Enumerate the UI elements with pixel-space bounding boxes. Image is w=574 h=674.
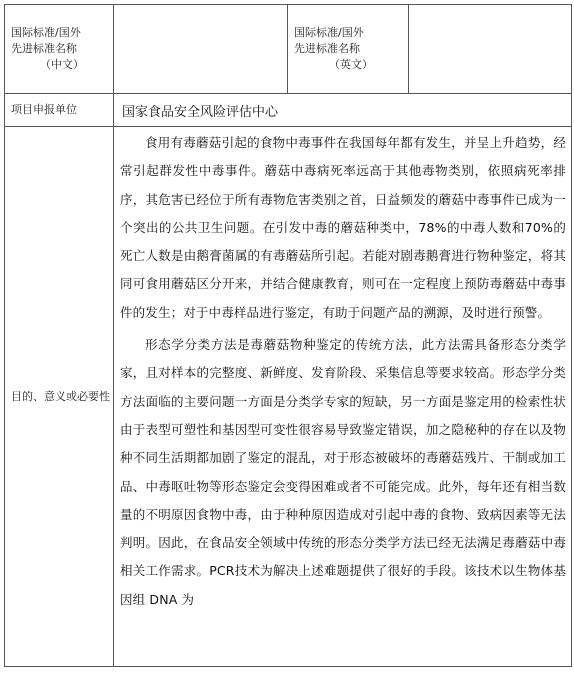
en-name-label-line1: 国际标准/国外 — [294, 26, 364, 39]
purpose-label: 目的、意义或必要性 — [5, 127, 114, 667]
cn-name-label-cell — [5, 5, 114, 94]
en-name-value-cell[interactable] — [409, 5, 572, 94]
purpose-row — [5, 127, 572, 667]
applicant-label: 项目申报单位 — [5, 94, 114, 127]
purpose-body — [114, 127, 572, 667]
cn-name-label-line2: 先进标准名称 — [11, 42, 77, 55]
cn-name-value-cell[interactable] — [114, 5, 288, 94]
purpose-paragraph-1: 食用有毒蘑菇引起的食物中毒事件在我国每年都有发生，并呈上升趋势，经常引起群发性中毒事件。蘑菇中毒病死率远高于其他毒物类别，依照病死率排序，其危害已经位于所有毒物危害类别之首，日益频发的蘑菇中毒事件已成为一个突出的公共卫生问题。在引发中毒的蘑菇种类中，78%的中毒人数和70%的死亡人数是由鹅膏菌属的有毒蘑菇所引起。若能对剧毒鹅膏进行物种鉴定，将其同可食用蘑菇区分开来，并结合健康教育，则可在一定程度上预防毒蘑菇中毒事件的发生；对于中毒样品进行鉴定，有助于问题产品的溯源，及时进行预警。 — [120, 135, 566, 320]
purpose-paragraph-2: 形态学分类方法是毒蘑菇物种鉴定的传统方法，此方法需具备形态分类学家，且对样本的完整度、新鲜度、发育阶段、采集信息等要求较高。形态学分类方法面临的主要问题一方面是分类学专家的短缺，另一方面是鉴定用的检索性状由于表型可塑性和基因型可变性很容易导致鉴定错误，加之隐秘种的存在以及物种不同生活期都加剧了鉴定的混乱，对于形态被破坏的毒蘑菇残片、干制或加工品、中毒呕吐物等形态鉴定会变得困难或者不可能完成。此外，每年还有相当数量的不明原因食物中毒，由于种种原因造成对引起中毒的食物、致病因素等无法判明。因此，在食品安全领域中传统的形态分类学方法已经无法满足毒蘑菇中毒相关工作需求。PCR技术为解决上述难题提供了很好的手段。该技术以生物体基因组 DNA 为 — [120, 337, 566, 607]
cn-name-label-sub: （中文） — [40, 58, 84, 71]
standard-proposal-form — [4, 4, 572, 667]
applicant-value: 国家食品安全风险评估中心 — [114, 94, 572, 127]
en-name-label-line2: 先进标准名称 — [294, 42, 360, 55]
cn-name-label-line1: 国际标准/国外 — [11, 26, 81, 39]
applicant-row — [5, 94, 572, 127]
en-name-label-sub: （英文） — [329, 58, 373, 71]
en-name-label-cell — [288, 5, 409, 94]
standard-name-row — [5, 5, 572, 94]
